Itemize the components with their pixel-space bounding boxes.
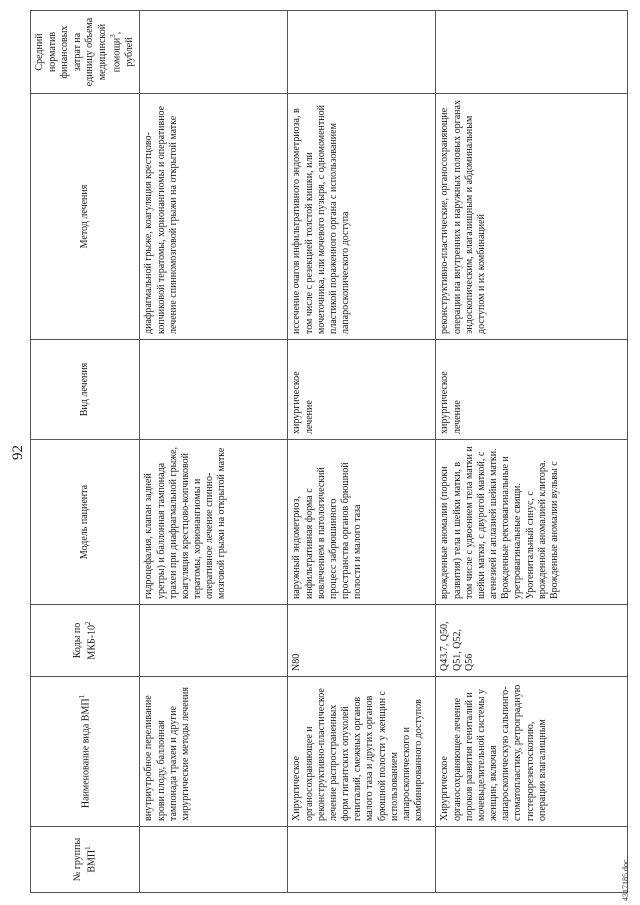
cell-norm <box>288 11 436 94</box>
cell-model: гидроцефалия, клапан задней уретры) и баллонная тампонада трахеи при диафрагмальной грыже, коагуляция крестцово-копчиковой тератомы, хорионангиомы и оперативное лечение спинно-мозговой грыжи на открытой матке <box>140 440 288 605</box>
cell-codes: Q43.7, Q50, Q51, Q52, Q56 <box>436 605 628 677</box>
cell-codes <box>140 605 288 677</box>
cell-model: наружный эндометриоз, инфильтративная форма с вовлечением в патологический процесс забрюшинного пространства органов брюшной полости и малого таза <box>288 440 436 605</box>
table-header-row <box>31 11 140 893</box>
cell-group <box>436 827 628 893</box>
cell-norm <box>436 11 628 94</box>
header-name: Наименование вида ВМП$^1$ <box>31 677 140 827</box>
header-norm: Средний норматив финансовых затрат на единицу объема медицинской помощи$^3$, рублей <box>31 11 140 94</box>
table-row <box>436 11 628 893</box>
table-row <box>288 11 436 893</box>
cell-codes: N80 <box>288 605 436 677</box>
header-model: Модель пациента <box>31 440 140 605</box>
header-kind: Вид лечения <box>31 340 140 440</box>
cell-kind: хирургическое лечение <box>288 340 436 440</box>
cell-norm <box>140 11 288 94</box>
cell-method: реконструктивно-пластические, органосохраняющие операции на внутренних и наружных половых органах эндоскопическим, влагалищным и абдоминальным доступом и их комбинацией <box>436 94 628 340</box>
cell-name: Хирургическое органосохраняющее лечение пороков развития гениталий и мочевыделительной системы у женщин, включая лапароскопическую сальпинго-стоматопластику, ретроградную гистерорезектоскопию, операции влагалищным <box>436 677 628 827</box>
page-number: 92 <box>10 445 26 460</box>
cell-name: внутриутробное переливание крови плоду, баллонная тампонада трахеи и другие хирургические методы лечения <box>140 677 288 827</box>
header-codes: Коды по МКБ-$10^2$ <box>31 605 140 677</box>
table-row <box>140 11 288 893</box>
vmp-table <box>30 10 628 893</box>
cell-kind: хирургическое лечение <box>436 340 628 440</box>
header-method: Метод лечения <box>31 94 140 340</box>
cell-group <box>140 827 288 893</box>
cell-method: иссечение очагов инфильтративного эндометриоза, в том числе с резекцией толстой кишки, или мочеточника, или мочевого пузыря, с одномоментной пластикой пораженного органа с использованием лапароскопического доступа <box>288 94 436 340</box>
footer-filename: 4317185.doc <box>621 859 630 901</box>
cell-method: диафрагмальной грыже, коагуляция крестцово-копчиковой тератомы, хорионангиомы и оперативное лечение спинномозговой грыжи на открытой матке <box>140 94 288 340</box>
header-group-no: № группы ВМП$^1$ <box>31 827 140 893</box>
cell-model: врожденные аномалии (пороки развития) тела и шейки матки, в том числе с удвоением тела матки и шейки матки, с двурогой маткой, с агенезией и аплазией шейки матки. Врожденные ректовагинальные и уретровагинальные свищи. Урогенитальный синус, с врожденной аномалией клитора. Врожденные аномалии вульвы с <box>436 440 628 605</box>
cell-kind <box>140 340 288 440</box>
cell-group <box>288 827 436 893</box>
cell-name: Хирургическое органосохраняющее и реконструктивно-пластическое лечение распространенных форм гигантских опухолей гениталий, смежных органов малого таза и других органов брюшной полости у женщин с использованием лапароскопического и комбинированного доступов <box>288 677 436 827</box>
